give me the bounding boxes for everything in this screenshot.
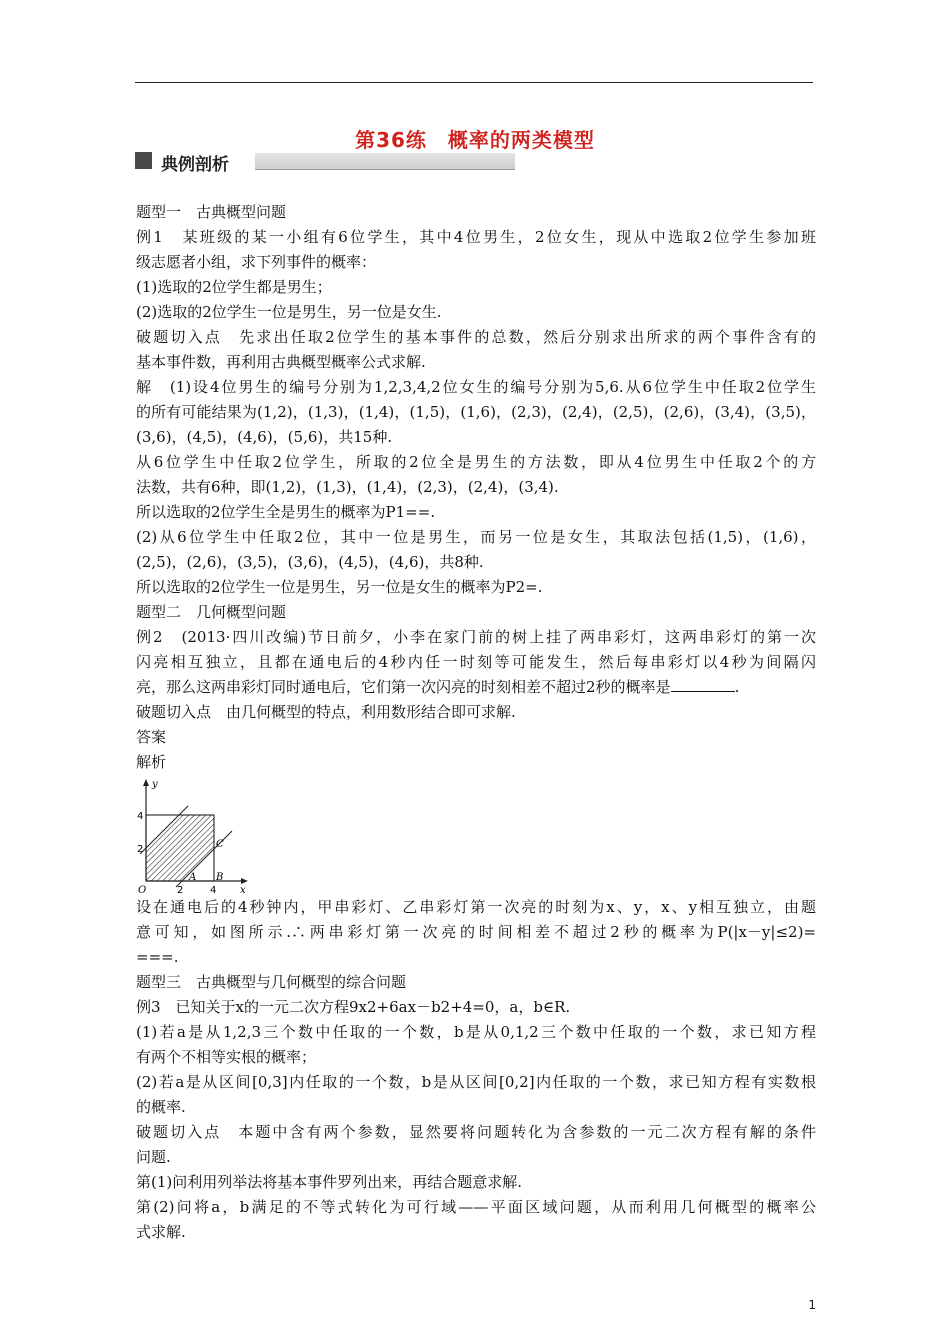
- text-line: 设在通电后的4秒钟内，甲串彩灯、乙串彩灯第一次亮的时刻为x、y，x、y相互独立，由题: [136, 898, 816, 916]
- text-line: 闪亮相互独立，且都在通电后的4秒内任一时刻等可能发生，然后每串彩灯以4秒为间隔闪: [136, 653, 816, 671]
- text-line: 解 (1)设4位男生的编号分别为1,2,3,4,2位女生的编号分别为5,6.从6位学生中任取2位学生: [136, 378, 816, 396]
- axis-label-x: x: [240, 885, 246, 895]
- point-label-a: A: [189, 872, 197, 883]
- page-title: 第36练 概率的两类模型: [355, 128, 595, 152]
- figure-svg: [136, 777, 266, 895]
- text-line: [136, 675, 816, 700]
- tick-label-y-2: 2: [137, 844, 144, 855]
- text-line: 法数，共有6种，即(1,2)，(1,3)，(1,4)，(2,3)，(2,4)，(3,4).: [136, 478, 559, 496]
- text-line: (1)若a是从1,2,3三个数中任取的一个数，b是从0,1,2三个数中任取的一个数，求已知方程: [136, 1023, 816, 1041]
- text-line: (1)选取的2位学生都是男生；: [136, 278, 332, 296]
- text-line: 有两个不相等实根的概率；: [136, 1048, 317, 1066]
- text-line: 级志愿者小组，求下列事件的概率：: [136, 253, 377, 271]
- axis-label-y: y: [152, 779, 158, 790]
- text-line: 问题.: [136, 1148, 171, 1166]
- text-line: 第(2)问将a，b满足的不等式转化为可行域——平面区域问题，从而利用几何概型的概率公: [136, 1198, 816, 1216]
- problem-type-heading: 题型二 几何概型问题: [136, 603, 287, 621]
- text-line: 基本事件数，再利用古典概型概率公式求解.: [136, 353, 426, 371]
- analysis-label: 解析: [136, 753, 167, 771]
- answer-label: 答案: [136, 728, 167, 746]
- text-span: 亮，那么这两串彩灯同时通电后，它们第一次闪亮的时刻相差不超过2秒的概率是: [136, 678, 671, 696]
- answer-blank: [671, 676, 735, 692]
- point-label-b: B: [216, 872, 224, 883]
- problem-type-heading: 题型一 古典概型问题: [136, 203, 287, 221]
- section-label: 典例剖析: [161, 155, 229, 175]
- document-body: [136, 200, 816, 1245]
- text-line: 破题切入点 先求出任取2位学生的基本事件的总数，然后分别求出所求的两个事件含有的: [136, 328, 816, 346]
- square-bullet-icon: [135, 152, 152, 169]
- section-heading: [135, 150, 515, 175]
- point-label-c: C: [216, 839, 224, 850]
- page-number: 1: [808, 1298, 816, 1312]
- text-line: (2)选取的2位学生一位是男生，另一位是女生.: [136, 303, 442, 321]
- top-rule: [135, 82, 813, 83]
- text-line: 破题切入点 本题中含有两个参数，显然要将问题转化为含参数的一元二次方程有解的条件: [136, 1123, 816, 1141]
- text-line: 第(1)问利用列举法将基本事件罗列出来，再结合题意求解.: [136, 1173, 523, 1191]
- text-line: 式求解.: [136, 1223, 186, 1241]
- text-line: 例2 (2013·四川改编)节日前夕，小李在家门前的树上挂了两串彩灯，这两串彩灯的第一次: [136, 628, 816, 646]
- text-line: 破题切入点 由几何概型的特点，利用数形结合即可求解.: [136, 703, 516, 721]
- text-line: 例1 某班级的某一小组有6位学生，其中4位男生，2位女生，现从中选取2位学生参加班: [136, 228, 816, 246]
- text-line: (2,5)，(2,6)，(3,5)，(3,6)，(4,5)，(4,6)，共8种.: [136, 553, 484, 571]
- tick-label-y-4: 4: [137, 811, 144, 822]
- text-line: (2)若a是从区间[0,3]内任取的一个数，b是从区间[0,2]内任取的一个数，求已知方程有实数根: [136, 1073, 816, 1091]
- tick-label-x-2: 2: [177, 885, 184, 895]
- text-line: (3,6)，(4,5)，(4,6)，(5,6)，共15种.: [136, 428, 393, 446]
- problem-type-heading: 题型三 古典概型与几何概型的综合问题: [136, 973, 407, 991]
- text-line: 例3 已知关于x的一元二次方程9x2+6ax－b2+4=0，a，b∈R.: [136, 998, 571, 1016]
- origin-label: O: [138, 885, 147, 895]
- text-span: .: [734, 678, 740, 696]
- text-line: 意可知，如图所示.∴两串彩灯第一次亮的时间相差不超过2秒的概率为P(|x－y|≤2)=: [136, 923, 816, 941]
- text-line: (2)从6位学生中任取2位，其中一位是男生，而另一位是女生，其取法包括(1,5)，(1,6)，: [136, 528, 816, 546]
- shaded-region: [146, 815, 214, 881]
- x-axis-arrow: [241, 878, 248, 884]
- tick-label-x-4: 4: [210, 885, 217, 895]
- y-axis-arrow: [143, 779, 149, 786]
- text-line: ===.: [136, 948, 179, 966]
- text-line: 的所有可能结果为(1,2)，(1,3)，(1,4)，(1,5)，(1,6)，(2,3)，(2,4)，(2,5)，(2,6)，(3,4)，(3,5)，: [136, 403, 816, 421]
- text-line: 所以选取的2位学生一位是男生，另一位是女生的概率为P2=.: [136, 578, 543, 596]
- text-line: 所以选取的2位学生全是男生的概率为P1==.: [136, 503, 436, 521]
- text-line: 从6位学生中任取2位学生，所取的2位全是男生的方法数，即从4位男生中任取2个的方: [136, 453, 816, 471]
- text-line: 的概率.: [136, 1098, 186, 1116]
- section-bar: [255, 153, 515, 170]
- geometric-probability-figure: [136, 777, 266, 895]
